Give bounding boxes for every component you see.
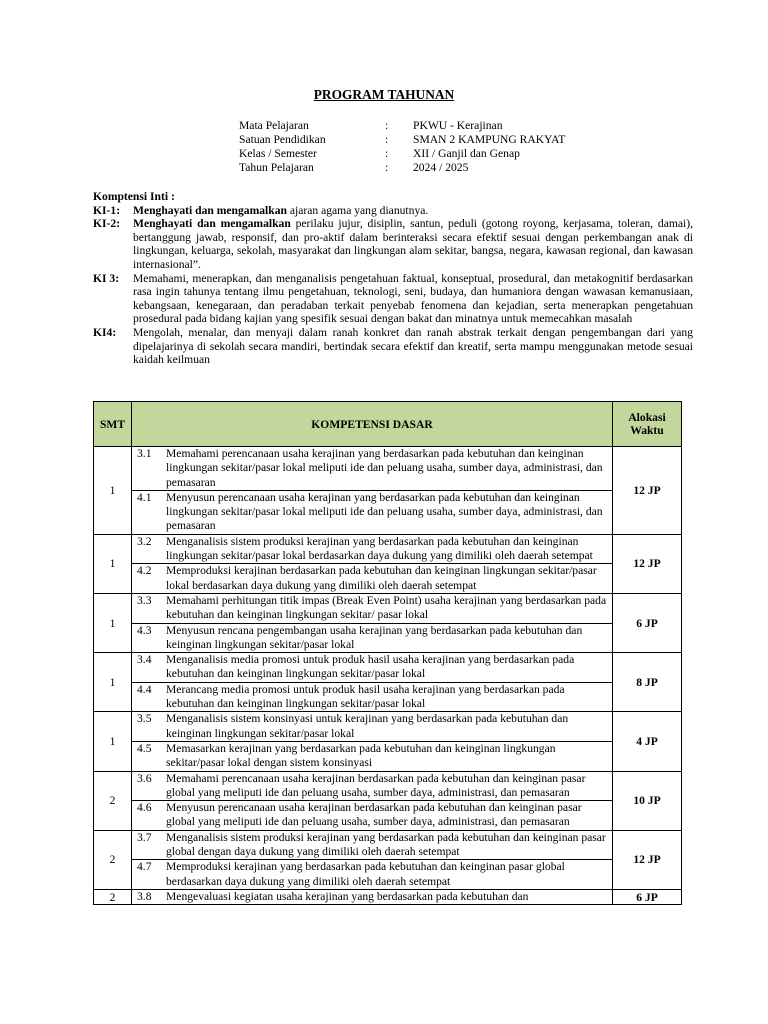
table-header-row — [94, 402, 682, 447]
subject-info — [239, 119, 565, 175]
info-row — [239, 119, 565, 133]
kd-text: Menganalisis sistem konsinyasi untuk kerajinan yang berdasarkan pada kebutuhan dan keinginan lingkungan sekitar/pasar lokal — [166, 712, 569, 740]
info-row — [239, 133, 565, 147]
kd-item — [132, 712, 612, 741]
kd-number: 4.4 — [137, 682, 152, 696]
kd-number: 3.2 — [137, 534, 152, 548]
kd-item — [132, 772, 612, 801]
kd-item — [132, 741, 612, 771]
smt-cell: 2 — [94, 830, 132, 889]
kd-text: Memproduksi kerajinan yang berdasarkan pada kebutuhan dan keinginan pasar global berdasarkan daya dukung yang dimiliki oleh daerah setempat — [166, 860, 565, 888]
info-colon: : — [385, 133, 389, 146]
table-row — [94, 653, 682, 712]
table-row — [94, 447, 682, 535]
info-row — [239, 147, 565, 161]
ki-text — [133, 217, 693, 271]
info-value: XII / Ganjil dan Genap — [413, 147, 520, 160]
kd-number: 3.3 — [137, 593, 152, 607]
header-kompetensi-dasar: KOMPETENSI DASAR — [132, 402, 613, 447]
info-colon: : — [385, 147, 389, 160]
table-row — [94, 889, 682, 904]
header-smt: SMT — [94, 402, 132, 447]
kd-text: Menyusun perencanaan usaha kerajinan berdasarkan pada kebutuhan dan keinginan pasar global yang meliputi ide dan peluang usaha, sumber daya, administrasi, dan pemasaran — [166, 801, 582, 829]
ki-key: KI-2: — [93, 217, 121, 231]
info-colon: : — [385, 119, 389, 132]
kd-number: 4.1 — [137, 490, 152, 504]
kd-number: 4.3 — [137, 623, 152, 637]
kd-text: Memahami perencanaan usaha kerajinan yang berdasarkan pada kebutuhan dan keinginan lingkungan sekitar/pasar lokal meliputi ide dan peluang usaha, sumber daya, administrasi, dan pemasaran — [166, 447, 603, 489]
ki-body: Memahami, menerapkan, dan menganalisis pengetahuan faktual, konseptual, prosedural, dan metakognitif berdasarkan rasa ingin tahunya tentang ilmu pengetahuan, teknologi, seni, budaya, dan humaniora dengan wawasan kemanusiaan, kebangsaan, kenegaraan, dan peradaban terkait penyebab fenomena dan kejadian, serta menerapkan pengetahuan prosedural pada bidang kajian yang spesifik sesuai dengan bakat dan minatnya untuk memecahkan masalah — [133, 271, 693, 326]
alokasi-cell: 10 JP — [613, 771, 682, 830]
kd-text: Menyusun perencanaan usaha kerajinan yang berdasarkan pada kebutuhan dan keinginan lingkungan sekitar/pasar lokal meliputi ide dan peluang usaha, sumber daya, administrasi, dan pemasaran — [166, 490, 603, 533]
kd-cell — [132, 771, 613, 830]
ki-item — [93, 272, 693, 326]
smt-cell: 2 — [94, 889, 132, 904]
kd-item — [132, 447, 612, 490]
header-alokasi-waktu: Alokasi Waktu — [613, 402, 682, 447]
smt-cell: 2 — [94, 771, 132, 830]
page-title: PROGRAM TAHUNAN — [313, 87, 455, 102]
alokasi-cell: 6 JP — [613, 889, 682, 904]
smt-cell: 1 — [94, 593, 132, 652]
ki-body: perilaku jujur, disiplin, santun, peduli (gotong royong, kerjasama, toleran, damai), bertanggung jawab, responsif, dan pro-aktif dalam berinteraksi secara efektif sesuai dengan perkembangan anak di lingkungan, keluarga, sekolah, masyarakat dan lingkungan alam sekitar, bangsa, negara, kawasan regional, dan kawasan internasional”. — [133, 217, 693, 271]
ki-heading: Komptensi Inti : — [93, 190, 175, 203]
kd-text: Merancang media promosi untuk produk hasil usaha kerajinan yang berdasarkan pada kebutuhan dan keinginan lingkungan sekitar/pasar lokal — [166, 682, 565, 711]
kd-text: Memasarkan kerajinan yang berdasarkan pada kebutuhan dan keinginan lingkungan sekitar/pasar lokal dengan sistem konsinyasi — [166, 741, 556, 770]
smt-cell: 1 — [94, 653, 132, 712]
info-value: 2024 / 2025 — [413, 161, 469, 174]
ki-key: KI-1: — [93, 203, 121, 217]
kd-cell — [132, 830, 613, 889]
alokasi-cell: 12 JP — [613, 534, 682, 593]
kd-item — [132, 682, 612, 712]
alokasi-cell: 12 JP — [613, 830, 682, 889]
kd-text: Memproduksi kerajinan berdasarkan pada kebutuhan dan keinginan lingkungan sekitar/pasar lokal berdasarkan daya dukung yang dimiliki oleh daerah setempat — [166, 564, 597, 592]
kd-item — [132, 594, 612, 623]
kd-number: 4.5 — [137, 741, 152, 755]
kd-number: 3.5 — [137, 712, 152, 726]
annual-program-table — [93, 401, 682, 905]
kd-cell — [132, 534, 613, 593]
kd-number: 4.7 — [137, 860, 152, 874]
kd-item — [132, 623, 612, 653]
kd-number: 3.6 — [137, 771, 152, 785]
info-value: SMAN 2 KAMPUNG RAKYAT — [413, 133, 566, 146]
kd-text: Menganalisis media promosi untuk produk hasil usaha kerajinan yang berdasarkan pada kebutuhan dan keinginan lingkungan sekitar/pasar lokal — [166, 653, 575, 681]
ki-bold: Menghayati dan mengamalkan — [133, 203, 287, 217]
kd-number: 3.7 — [137, 830, 152, 844]
core-competencies — [93, 190, 693, 367]
kd-number: 3.4 — [137, 653, 152, 667]
kd-cell — [132, 447, 613, 535]
info-colon: : — [385, 161, 389, 174]
alokasi-cell: 12 JP — [613, 447, 682, 535]
alokasi-cell: 8 JP — [613, 653, 682, 712]
kd-item — [132, 653, 612, 682]
kd-number: 4.6 — [137, 801, 152, 815]
kd-number: 3.8 — [137, 889, 152, 903]
table-row — [94, 712, 682, 771]
info-row — [239, 161, 565, 175]
kd-text: Memahami perhitungan titik impas (Break Even Point) usaha kerajinan yang berdasarkan pada kebutuhan dan keinginan lingkungan sekitar/ pasar lokal — [166, 593, 607, 622]
kd-item — [132, 890, 612, 904]
smt-cell: 1 — [94, 534, 132, 593]
kd-text: Mengevaluasi kegiatan usaha kerajinan yang berdasarkan pada kebutuhan dan — [166, 889, 529, 903]
ki-text — [133, 272, 693, 326]
ki-text — [133, 326, 693, 367]
ki-key: KI 3: — [93, 271, 120, 285]
ki-body: Mengolah, menalar, dan menyaji dalam ranah konkret dan ranah abstrak terkait dengan pengembangan dari yang dipelajarinya di sekolah secara mandiri, bertindak secara efektif dan kreatif, serta mampu menggunakan metode sesuai kaidah keilmuan — [133, 325, 693, 367]
info-label: Kelas / Semester — [239, 147, 317, 160]
kd-number: 3.1 — [137, 447, 152, 460]
table-row — [94, 534, 682, 593]
kd-cell — [132, 712, 613, 771]
info-label: Satuan Pendidikan — [239, 133, 326, 146]
kd-cell — [132, 653, 613, 712]
kd-text: Menganalisis sistem produksi kerajinan yang berdasarkan pada kebutuhan dan keinginan lingkungan sekitar/pasar lokal berdasarkan daya dukung yang dimiliki oleh daerah setempat — [166, 534, 593, 563]
ki-body: ajaran agama yang dianutnya. — [286, 203, 429, 217]
kd-item — [132, 831, 612, 860]
kd-number: 4.2 — [137, 564, 152, 578]
kd-text: Memahami perencanaan usaha kerajinan berdasarkan pada kebutuhan dan keinginan pasar global yang meliputi ide dan peluang usaha, sumber daya, administrasi, dan pemasaran — [166, 771, 586, 799]
info-value: PKWU - Kerajinan — [413, 119, 503, 132]
kd-text: Menganalisis sistem produksi kerajinan yang berdasarkan pada kebutuhan dan keinginan pasar global dengan daya dukung yang dimiliki oleh daerah setempat — [166, 830, 606, 859]
kd-item — [132, 859, 612, 889]
smt-cell: 1 — [94, 447, 132, 535]
info-label: Tahun Pelajaran — [239, 161, 314, 174]
kd-item — [132, 800, 612, 830]
kd-item — [132, 563, 612, 593]
kd-item — [132, 490, 612, 534]
ki-item — [93, 204, 693, 218]
kd-cell — [132, 889, 613, 904]
alokasi-cell: 6 JP — [613, 593, 682, 652]
table-row — [94, 771, 682, 830]
ki-text — [133, 204, 693, 218]
kd-text: Menyusun rencana pengembangan usaha kerajinan yang berdasarkan pada kebutuhan dan keinginan lingkungan sekitar/pasar lokal — [166, 623, 583, 651]
ki-item — [93, 217, 693, 271]
ki-key: KI4: — [93, 325, 117, 339]
ki-bold: Menghayati dan mengamalkan — [133, 217, 291, 231]
alokasi-cell: 4 JP — [613, 712, 682, 771]
kd-cell — [132, 593, 613, 652]
info-label: Mata Pelajaran — [239, 119, 309, 132]
table-row — [94, 593, 682, 652]
smt-cell: 1 — [94, 712, 132, 771]
ki-item — [93, 326, 693, 367]
kd-item — [132, 535, 612, 564]
table-row — [94, 830, 682, 889]
